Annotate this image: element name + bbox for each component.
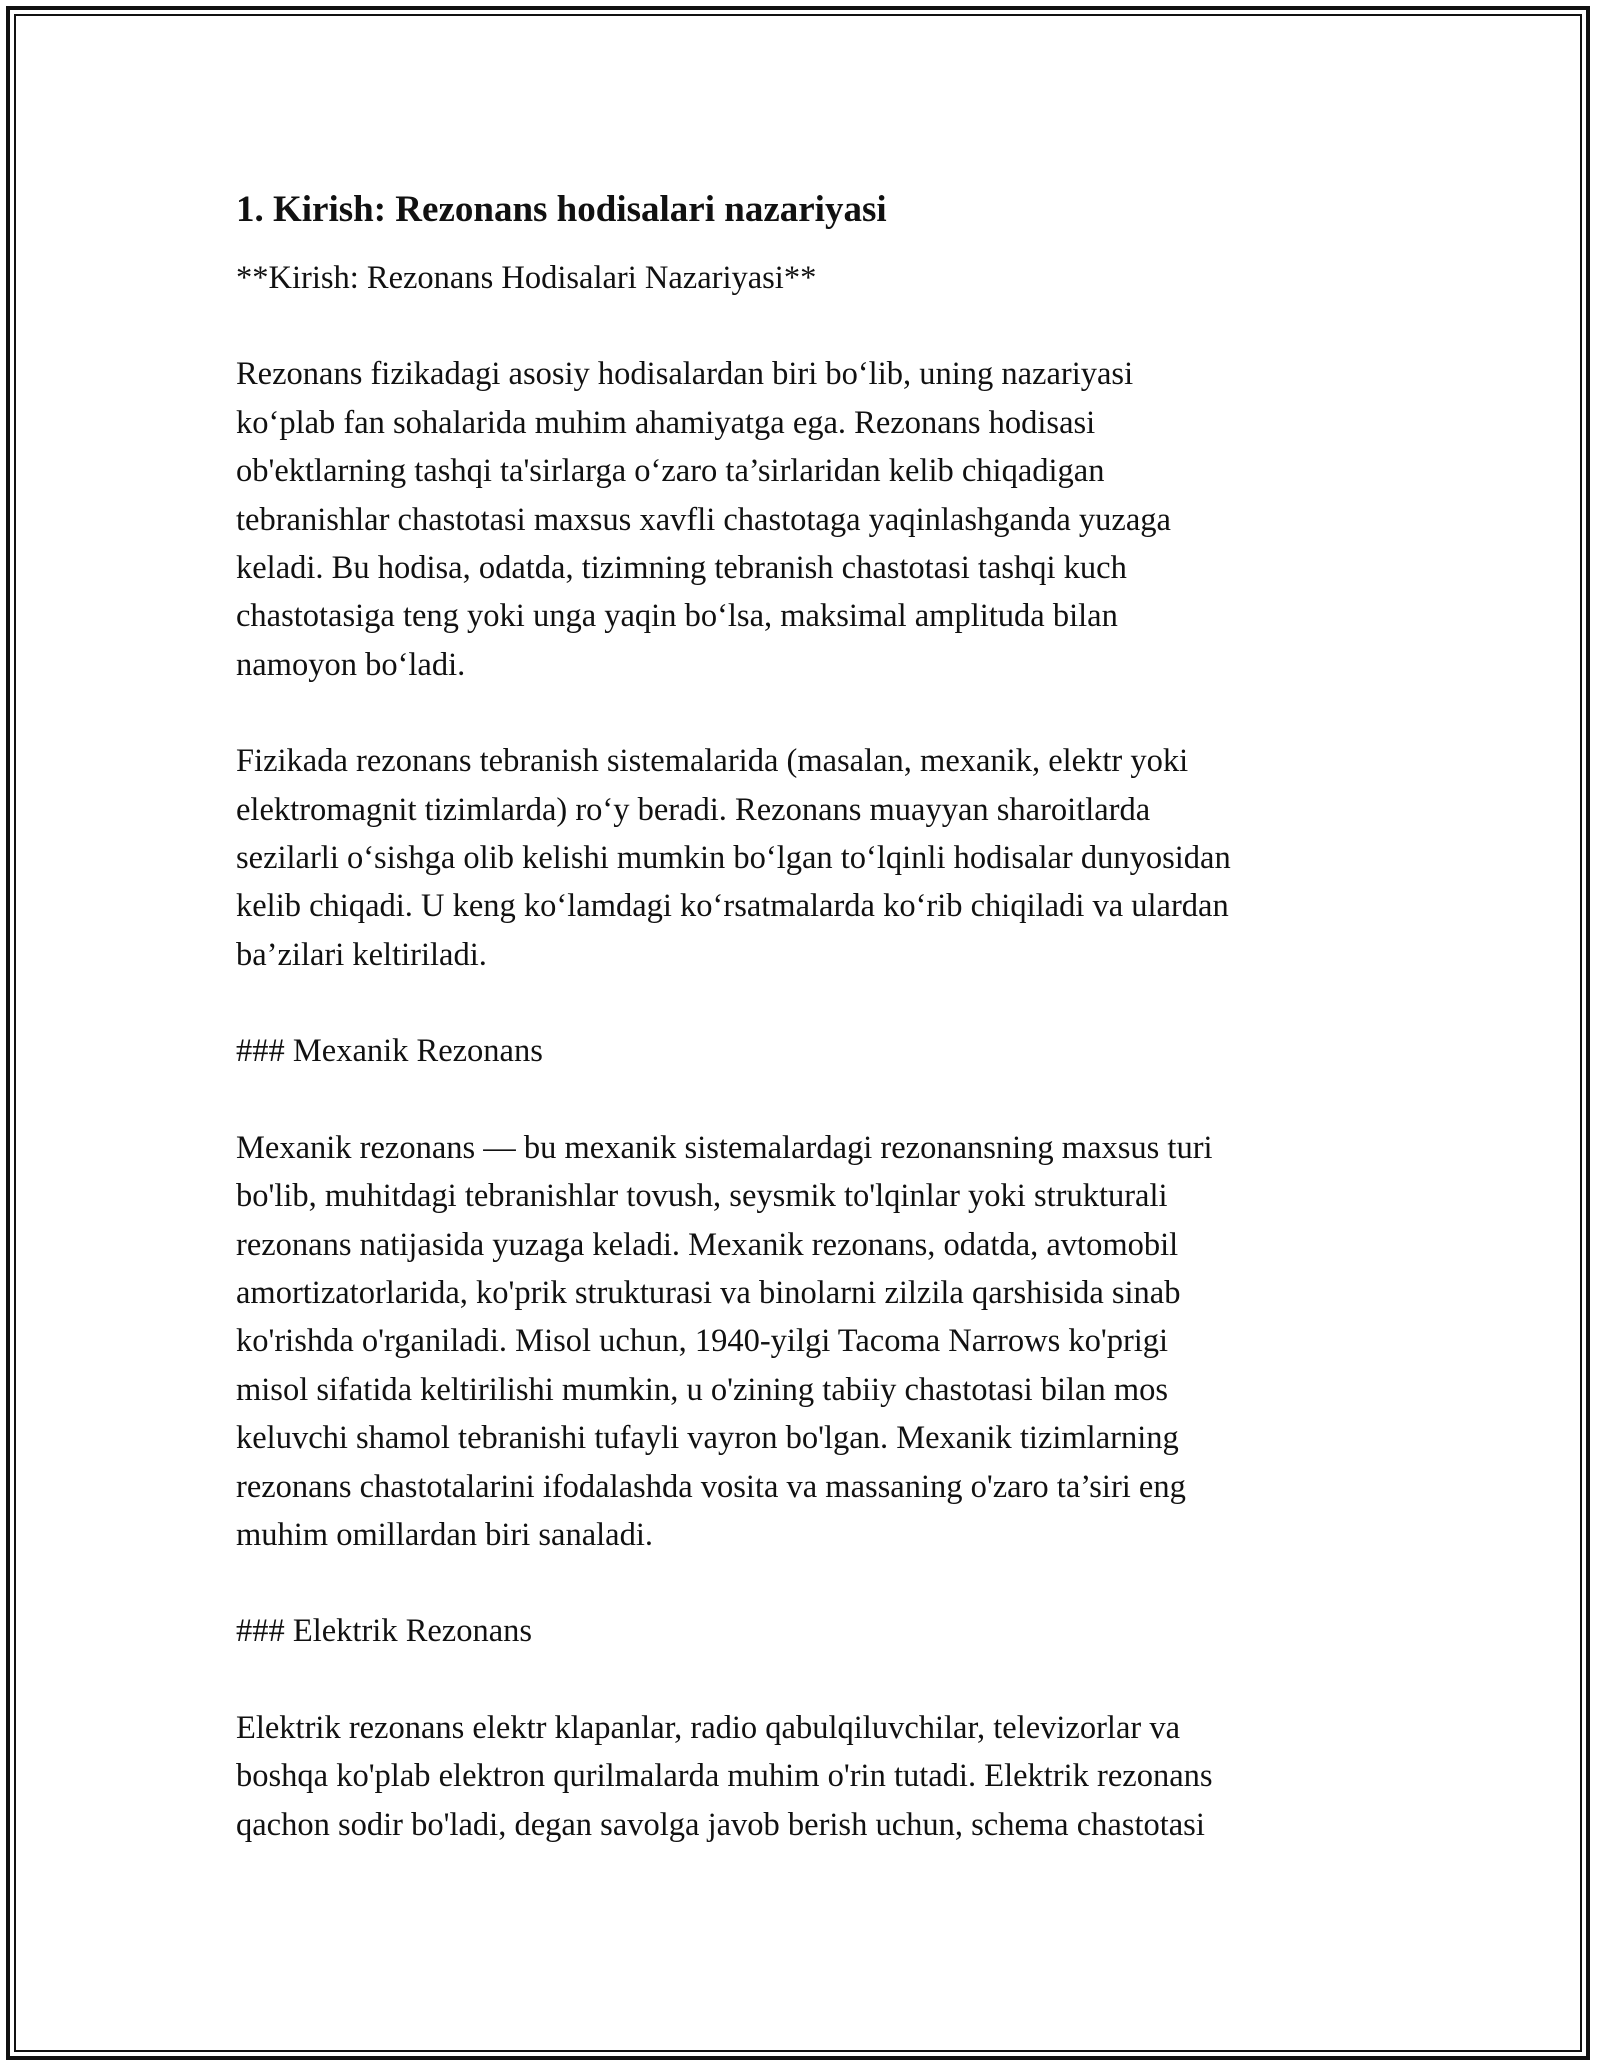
paragraph-line: Rezonans fizikadagi asosiy hodisalardan biri bo‘lib, uning nazariyasi bbox=[236, 356, 1134, 393]
paragraph-line: ba’zilari keltiriladi. bbox=[236, 936, 487, 973]
document-title: 1. Kirish: Rezonans hodisalari nazariyasi bbox=[236, 189, 887, 230]
paragraph-line: ko‘plab fan sohalarida muhim ahamiyatga ega. Rezonans hodisasi bbox=[236, 404, 1096, 441]
paragraph-line: Fizikada rezonans tebranish sistemalarida (masalan, mexanik, elektr yoki bbox=[236, 743, 1189, 780]
paragraph-intro bbox=[236, 350, 1366, 689]
paragraph-line: chastotasiga teng yoki unga yaqin bo‘lsa, maksimal amplituda bilan bbox=[236, 598, 1118, 635]
paragraph-line: tebranishlar chastotasi maxsus xavfli chastotaga yaqinlashganda yuzaga bbox=[236, 501, 1171, 538]
paragraph-mechanical bbox=[236, 1124, 1366, 1560]
paragraph-line: rezonans natijasida yuzaga keladi. Mexanik rezonans, odatda, avtomobil bbox=[236, 1226, 1179, 1263]
paragraph-line: misol sifatida keltirilishi mumkin, u o'zining tabiiy chastotasi bilan mos bbox=[236, 1371, 1169, 1408]
paragraph-line: keluvchi shamol tebranishi tufayli vayron bo'lgan. Mexanik tizimlarning bbox=[236, 1420, 1179, 1457]
paragraph-line: Mexanik rezonans — bu mexanik sistemalardagi rezonansning maxsus turi bbox=[236, 1129, 1213, 1166]
paragraph-line: ob'ektlarning tashqi ta'sirlarga o‘zaro ta’sirlaridan kelib chiqadigan bbox=[236, 453, 1105, 490]
paragraph-line: bo'lib, muhitdagi tebranishlar tovush, seysmik to'lqinlar yoki strukturali bbox=[236, 1178, 1168, 1215]
paragraph-line: keladi. Bu hodisa, odatda, tizimning tebranish chastotasi tashqi kuch bbox=[236, 550, 1127, 587]
paragraph-physics bbox=[236, 737, 1366, 979]
paragraph-electrical bbox=[236, 1704, 1366, 1849]
paragraph-line: qachon sodir bo'ladi, degan savolga javob berish uchun, schema chastotasi bbox=[236, 1806, 1205, 1843]
paragraph-line: kelib chiqadi. U keng ko‘lamdagi ko‘rsatmalarda ko‘rib chiqiladi va ulardan bbox=[236, 888, 1229, 925]
document-subtitle: **Kirish: Rezonans Hodisalari Nazariyasi** bbox=[236, 260, 817, 296]
paragraph-line: amortizatorlarida, ko'prik strukturasi va binolarni zilzila qarshisida sinab bbox=[236, 1274, 1181, 1311]
paragraph-line: muhim omillardan biri sanaladi. bbox=[236, 1516, 653, 1553]
paragraph-line: rezonans chastotalarini ifodalashda vosita va massaning o'zaro ta’siri eng bbox=[236, 1468, 1186, 1505]
section-heading-mechanical: ### Mexanik Rezonans bbox=[236, 1033, 543, 1070]
paragraph-line: namoyon bo‘ladi. bbox=[236, 646, 466, 683]
paragraph-line: elektromagnit tizimlarda) ro‘y beradi. Rezonans muayyan sharoitlarda bbox=[236, 791, 1151, 828]
document-body bbox=[236, 186, 1366, 1897]
paragraph-line: sezilarli o‘sishga olib kelishi mumkin bo‘lgan to‘lqinli hodisalar dunyosidan bbox=[236, 840, 1231, 877]
paragraph-line: ko'rishda o'rganiladi. Misol uchun, 1940-yilgi Tacoma Narrows ko'prigi bbox=[236, 1323, 1169, 1360]
paragraph-line: Elektrik rezonans elektr klapanlar, radio qabulqiluvchilar, televizorlar va bbox=[236, 1709, 1181, 1746]
section-heading-electrical: ### Elektrik Rezonans bbox=[236, 1613, 533, 1650]
paragraph-line: boshqa ko'plab elektron qurilmalarda muhim o'rin tutadi. Elektrik rezonans bbox=[236, 1758, 1213, 1795]
